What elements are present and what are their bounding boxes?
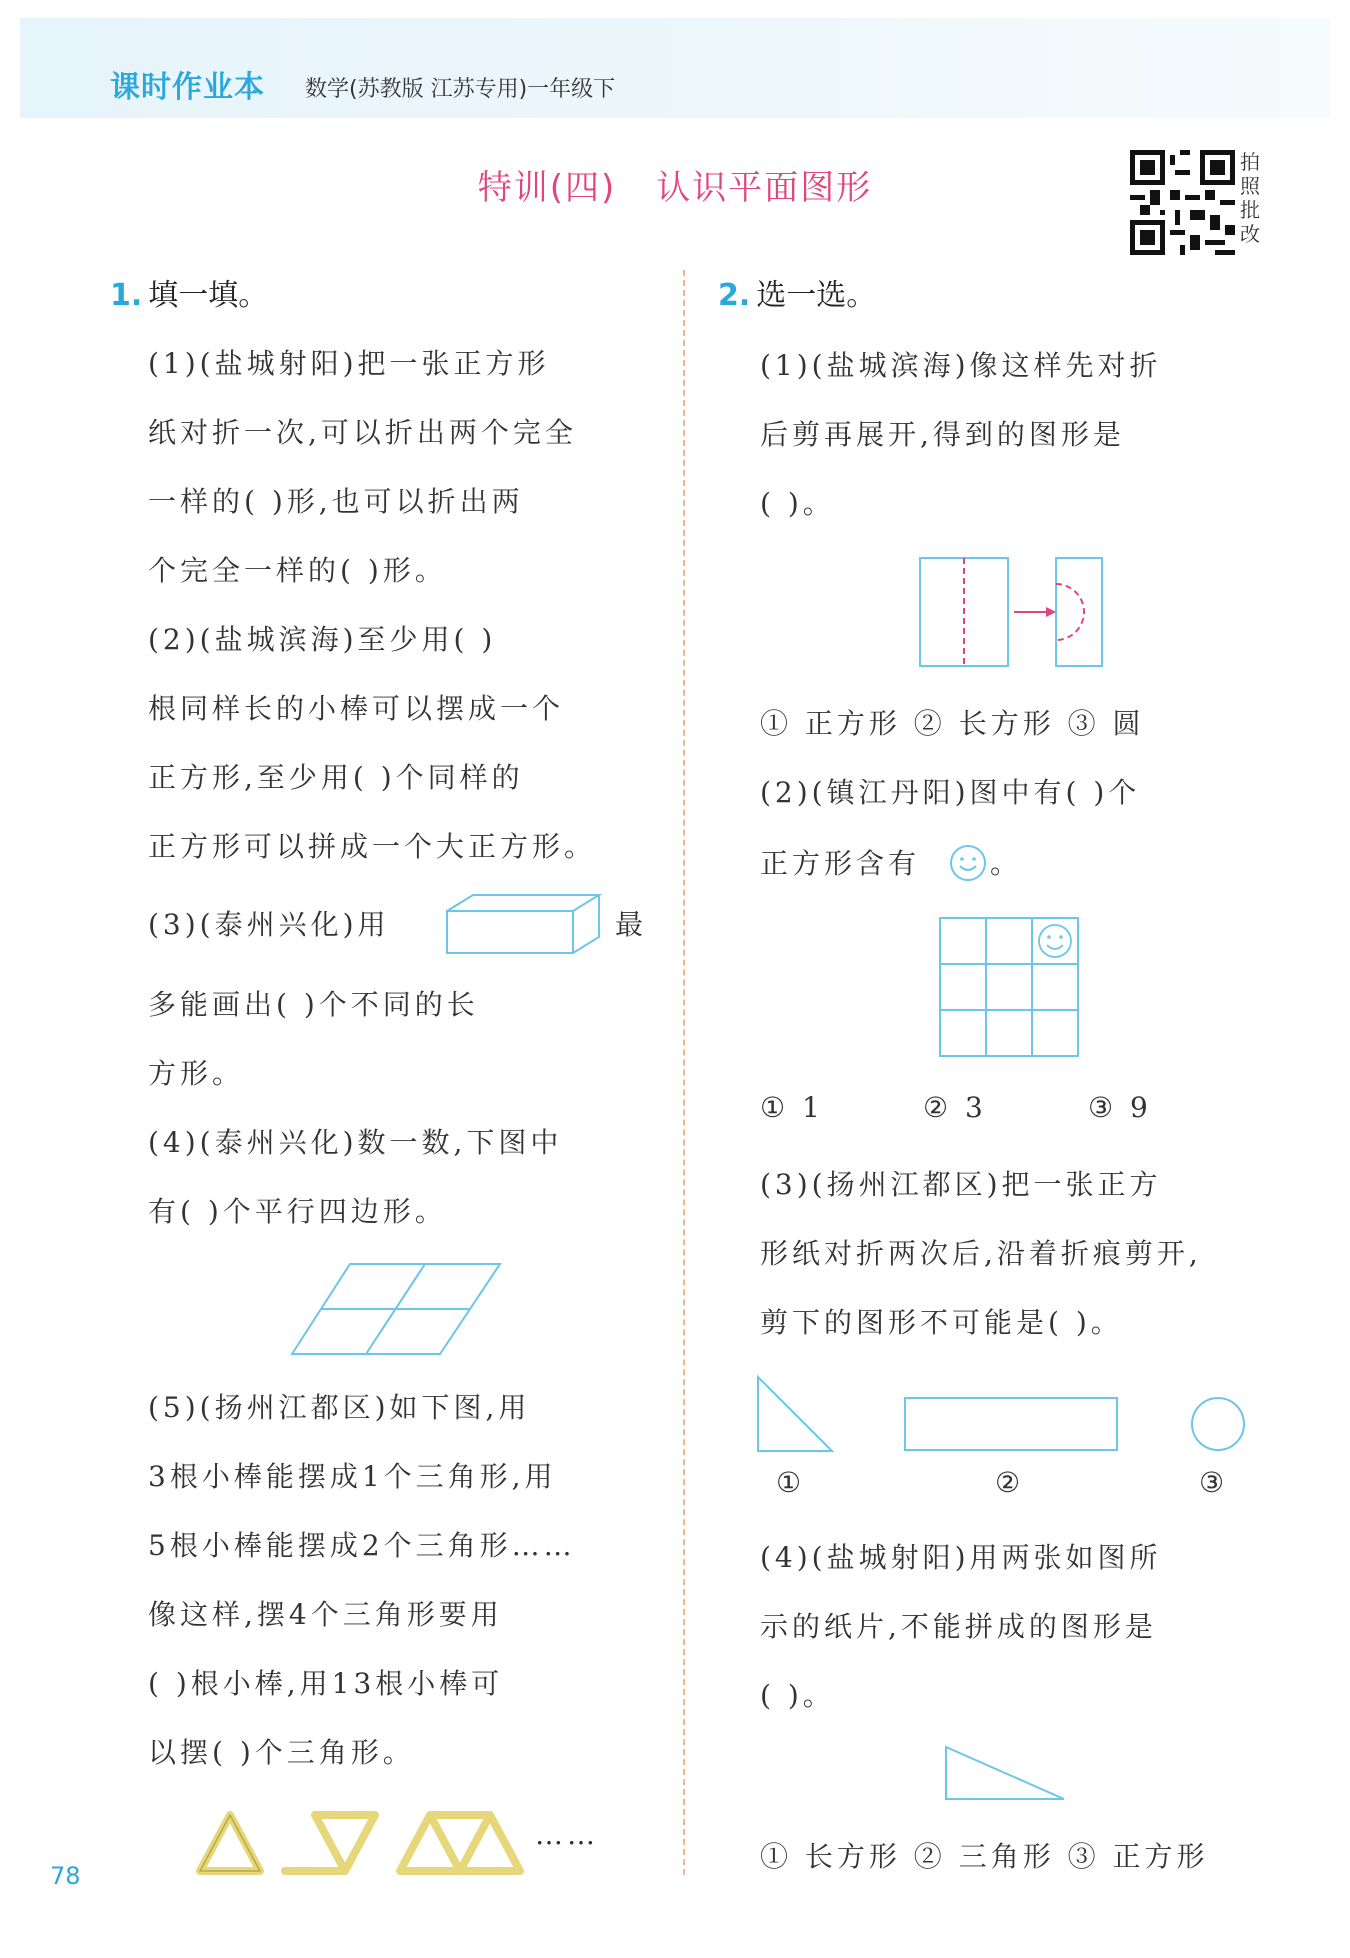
q1-line: 5根小棒能摆成2个三角形…… [148, 1529, 576, 1562]
column-divider [683, 270, 685, 1875]
page-number: 78 [50, 1862, 81, 1890]
q1-line: 3根小棒能摆成1个三角形,用 [148, 1460, 557, 1493]
q2-line: 形纸对折两次后,沿着折痕剪开, [760, 1237, 1202, 1270]
q2-line: ( )。 [760, 487, 835, 520]
q2-choice: ② 3 [923, 1091, 987, 1124]
q1-line: (1)(盐城射阳)把一张正方形 [148, 347, 550, 380]
q1-line: 以摆( )个三角形。 [148, 1736, 415, 1769]
q2-line: (2)(镇江丹阳)图中有( )个 [760, 776, 1141, 809]
title-part1: 特训(四) [477, 168, 617, 208]
q1-heading [110, 270, 268, 314]
right-triangle-figure [756, 1375, 846, 1453]
q2-smile-suffix: 。 [990, 847, 1023, 880]
q2-line: (4)(盐城射阳)用两张如图所 [760, 1541, 1162, 1574]
q2-choice: ② [995, 1466, 1025, 1499]
brand-title: 课时作业本 [110, 70, 265, 105]
smiley-icon [948, 843, 988, 883]
q1-line: (5)(扬州江都区)如下图,用 [148, 1391, 531, 1424]
grid-3x3-figure [938, 916, 1080, 1058]
q2-line: ① 长方形 ② 三角形 ③ 正方形 [760, 1840, 1209, 1873]
q2-line: 剪下的图形不可能是( )。 [760, 1306, 1123, 1339]
title-part2: 认识平面图形 [656, 168, 873, 208]
q2-line: 后剪再展开,得到的图形是 [760, 418, 1125, 451]
q2-line: ( )。 [760, 1679, 835, 1712]
q1-line: 有( )个平行四边形。 [148, 1195, 447, 1228]
q2-choice: ③ [1199, 1466, 1229, 1499]
q1-sub3-pre: (3)(泰州兴化)用 [148, 908, 390, 941]
qr-code-icon[interactable] [1130, 150, 1235, 255]
q1-line: 像这样,摆4个三角形要用 [148, 1598, 503, 1631]
q1-line: 一样的( )形,也可以折出两 [148, 485, 524, 518]
q2-line: (1)(盐城滨海)像这样先对折 [760, 349, 1162, 382]
q2-line: 正方形含有 [760, 847, 921, 880]
q2-choice: ① 1 [760, 1091, 824, 1124]
circle-figure [1190, 1396, 1246, 1452]
obtuse-triangle-figure [944, 1745, 1066, 1801]
q1-sub3-post: 最 [615, 908, 648, 941]
q1-line: 个完全一样的( )形。 [148, 554, 447, 587]
qr-label: 拍照批改 [1240, 150, 1260, 246]
stick-triangles-figure [195, 1805, 535, 1880]
q1-line: 纸对折一次,可以折出两个完全 [148, 416, 577, 449]
q2-choice: ③ 9 [1088, 1091, 1152, 1124]
q1-line: (4)(泰州兴化)数一数,下图中 [148, 1126, 563, 1159]
q2-line: 示的纸片,不能拼成的图形是 [760, 1610, 1157, 1643]
q2-heading [718, 270, 876, 314]
parallelogram-grid-figure [290, 1262, 510, 1358]
q1-line: 正方形可以拼成一个大正方形。 [148, 830, 597, 863]
q1-ellipsis: …… [535, 1818, 599, 1851]
q1-line: 正方形,至少用( )个同样的 [148, 761, 524, 794]
rectangle-figure [903, 1396, 1119, 1452]
q1-line: ( )根小棒,用13根小棒可 [148, 1667, 504, 1700]
q1-line: (2)(盐城滨海)至少用( ) [148, 623, 497, 656]
book-title: 数学(苏教版 江苏专用)一年级下 [305, 77, 616, 102]
q1-number: 1. [110, 278, 143, 313]
q2-line: ① 正方形 ② 长方形 ③ 圆 [760, 707, 1145, 740]
q2-heading-text: 选一选。 [756, 278, 877, 313]
q1-line: 根同样长的小棒可以摆成一个 [148, 692, 565, 725]
q1-line: 方形。 [148, 1057, 245, 1090]
q2-line: (3)(扬州江都区)把一张正方 [760, 1168, 1162, 1201]
q2-choice: ① [776, 1466, 806, 1499]
q1-line: 多能画出( )个不同的长 [148, 988, 479, 1021]
fold-cut-figure [918, 556, 1108, 668]
q2-number: 2. [718, 278, 751, 313]
cuboid-figure [445, 893, 605, 958]
q1-heading-text: 填一填。 [148, 278, 269, 313]
